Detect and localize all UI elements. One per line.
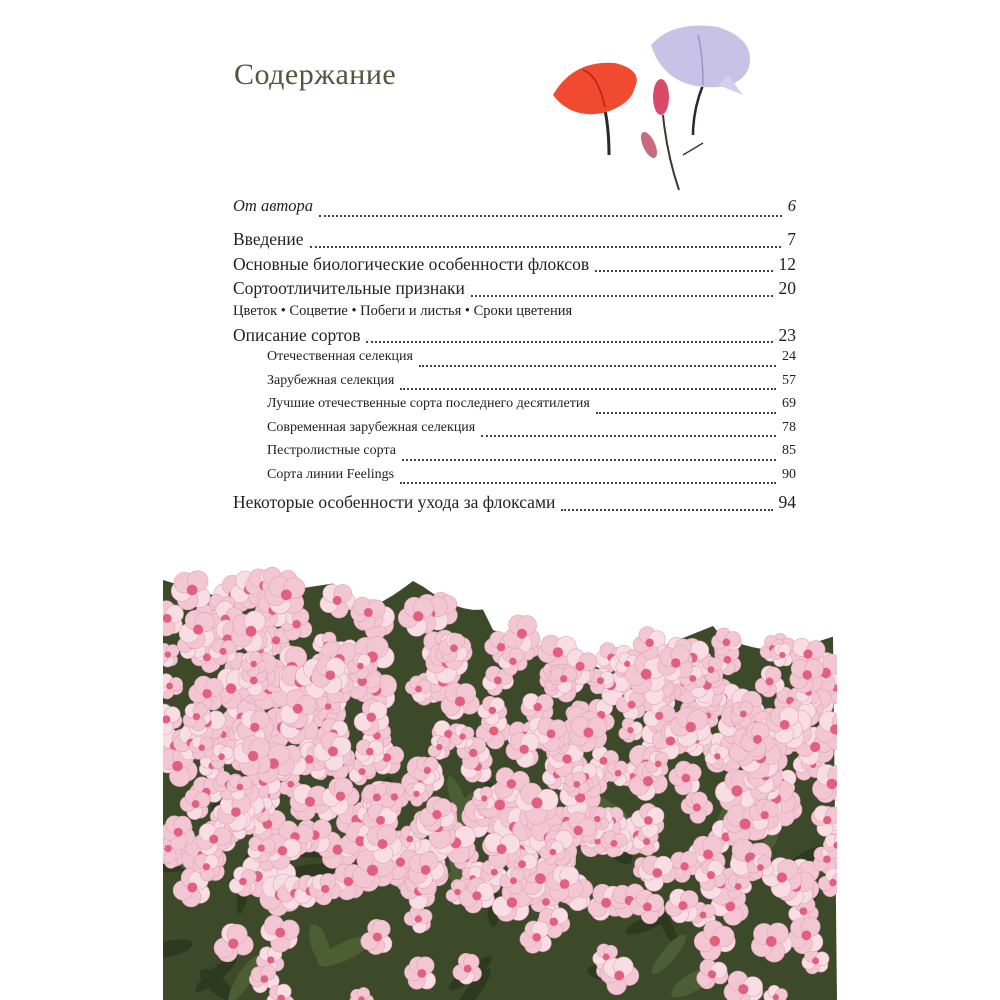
page-number: 94 <box>778 492 796 512</box>
page-number: 69 <box>782 396 796 411</box>
page-number: 23 <box>778 324 796 345</box>
page-number: 6 <box>787 196 796 215</box>
flower-illustration <box>543 15 773 195</box>
toc-entry-care[interactable]: Некоторые особенности ухода за флоксами 94 <box>233 492 796 512</box>
page-number: 57 <box>782 372 796 388</box>
page-number: 20 <box>778 278 796 298</box>
toc-entry-distinguishing-features[interactable]: Сортоотличительные признаки 20 <box>233 278 796 298</box>
toc-entry-feelings-line[interactable]: Сорта линии Feelings 90 <box>233 467 796 491</box>
toc-entry-vvedenie[interactable]: Введение 7 <box>233 229 796 249</box>
page-number: 24 <box>782 349 796 364</box>
book-page <box>163 0 837 1000</box>
phlox-photo <box>163 540 837 1000</box>
page-number: 85 <box>782 443 796 458</box>
page-number: 90 <box>782 466 796 482</box>
toc-entry-domestic-selection[interactable]: Отечественная селекция 24 <box>233 349 796 373</box>
toc-entry-best-domestic-varieties[interactable]: Лучшие отечественные сорта последнего десятилетия 69 <box>233 396 796 420</box>
page-title: Содержание <box>234 58 397 91</box>
table-of-contents <box>233 196 796 517</box>
toc-subtopics-line: Цветок • Соцветие • Побеги и листья • Сроки цветения <box>233 302 573 319</box>
toc-entry-biology[interactable]: Основные биологические особенности флоксов 12 <box>233 253 796 274</box>
toc-entry-modern-foreign-selection[interactable]: Современная зарубежная селекция 78 <box>233 420 796 444</box>
page-number: 12 <box>778 253 796 274</box>
toc-entry-variegated-varieties[interactable]: Пестролистные сорта 85 <box>233 443 796 467</box>
page-number: 7 <box>787 229 796 249</box>
toc-entry-foreign-selection[interactable]: Зарубежная селекция 57 <box>233 373 796 397</box>
toc-entry-variety-descriptions[interactable]: Описание сортов 23 <box>233 324 796 345</box>
toc-entry-ot-avtora[interactable]: От автора 6 <box>233 196 796 215</box>
page-number: 78 <box>782 419 796 435</box>
